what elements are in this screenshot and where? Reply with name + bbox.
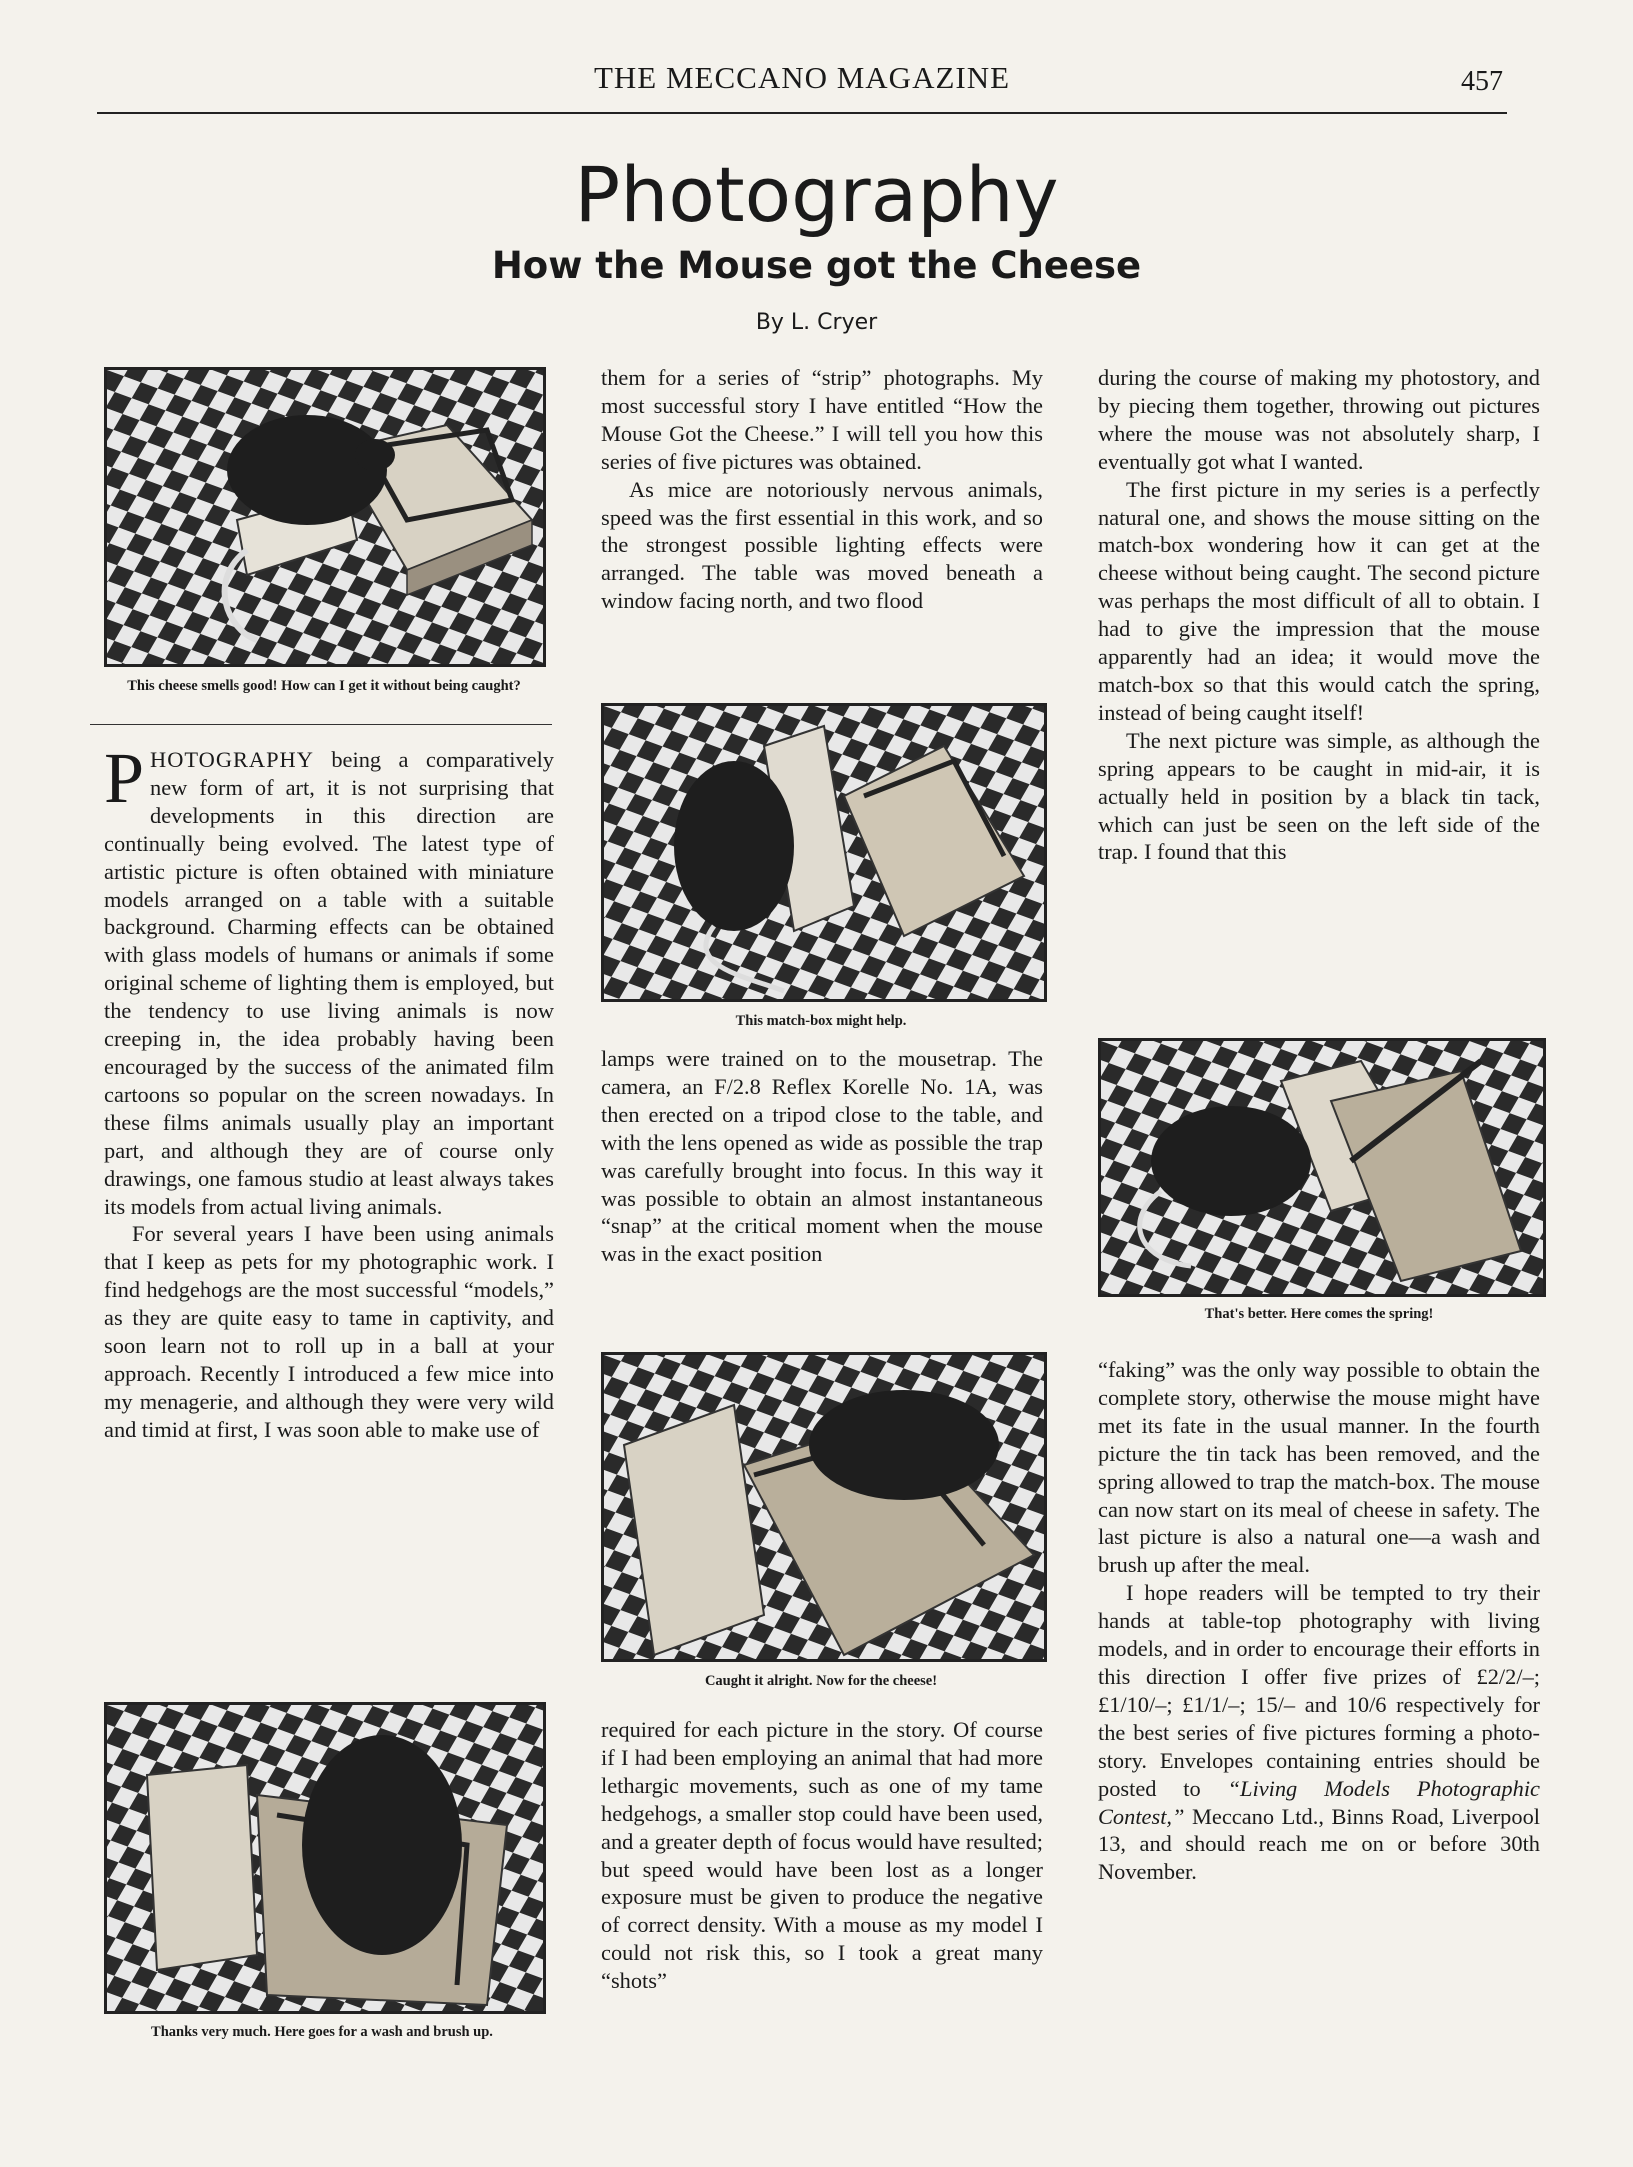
caption-photo5: Thanks very much. Here goes for a wash and brush up. xyxy=(151,2024,493,2040)
contest-name: “Living Models Photographic Contest,” xyxy=(1098,1775,1540,1829)
lead-in-caps: HOTOGRAPHY xyxy=(150,747,314,772)
col3-paragraph-5 xyxy=(1098,1579,1540,1886)
col2-paragraph-1: them for a series of “strip” photographs. My most successful story I have entitled “How the Mouse Got the Cheese.” I will tell you how this series of five pictures was obtained. xyxy=(601,365,1043,474)
col2-paragraph-2: As mice are notoriously nervous animals, speed was the first essential in this work, and so the strongest possible lighting effects were arranged. The table was moved beneath a window facing north, and two flood xyxy=(601,476,1043,614)
col1-paragraph-1 xyxy=(104,738,554,1220)
col3-paragraph-2: The first picture in my series is a perfectly natural one, and shows the mouse sitting on the match-box wondering how it can get at the cheese without being caught. The second picture was perhaps the most difficult of all to obtain. I had to give the impression that the mouse apparently had an idea; it would move the match-box so that this would catch the spring, instead of being caught itself! xyxy=(1098,476,1540,725)
drop-cap: P xyxy=(104,738,145,818)
photo-mouse-washing xyxy=(104,1702,546,2014)
column-3-top xyxy=(1098,364,1540,866)
article-subtitle: How the Mouse got the Cheese xyxy=(491,244,1142,287)
col3-paragraph-5-text-a: I hope readers will be tempted to try their hands at table-top photography with living models, and in order to encourage their efforts in this direction I offer five prizes of £2/2/–; £1/10/–; £1/1/–; 15/– and 10/6 respectively for the best series of five pictures forming a photo-story. Envelopes containing entries should be posted to xyxy=(1098,1580,1540,1801)
page-header xyxy=(97,58,1507,114)
caption-photo3: That's better. Here comes the spring! xyxy=(1204,1306,1434,1322)
caption-photo1: This cheese smells good! How can I get it without being caught? xyxy=(127,678,521,694)
photo-mouse-moving-matchbox xyxy=(601,703,1047,1002)
article-title: Photography xyxy=(574,150,1059,239)
photo-mouse-spring xyxy=(1098,1038,1546,1297)
column-2-top xyxy=(601,364,1043,615)
column-1 xyxy=(104,738,554,1444)
column-2-bottom xyxy=(601,1716,1043,1995)
column-2-middle xyxy=(601,1045,1043,1268)
caption-photo4: Caught it alright. Now for the cheese! xyxy=(704,1673,938,1689)
col1-paragraph-2: For several years I have been using animals that I keep as pets for my photographic work. I find hedgehogs are the most successful “models,” as they are quite easy to tame in captivity, and soon learn not to roll up in a ball at your approach. Recently I introduced a few mice into my menagerie, and although they were very wild and timid at first, I was soon able to make use of xyxy=(104,1221,554,1442)
col3-paragraph-1: during the course of making my photostory, and by piecing them together, throwing out pictures where the mouse was not absolutely sharp, I eventually got what I wanted. xyxy=(1098,365,1540,474)
col3-paragraph-3: The next picture was simple, as although the spring appears to be caught in mid-air, it is actually held in position by a black tin tack, which can just be seen on the left side of the trap. I found that this xyxy=(1098,727,1540,865)
article-byline: By L. Cryer xyxy=(755,310,878,335)
photo-mouse-on-matchbox xyxy=(104,367,546,667)
caption-photo2: This match-box might help. xyxy=(735,1013,907,1029)
caption-divider xyxy=(90,724,552,725)
col2-paragraph-4: required for each picture in the story. Of course if I had been employing an animal that had more lethargic movements, such as one of my tame hedgehogs, a smaller stop could have been used, and a greater depth of focus would have resulted; but speed would have been lost as a longer exposure must be given to produce the negative of correct density. With a mouse as my model I could not risk this, so I took a great many “shots” xyxy=(601,1717,1043,1994)
col1-paragraph-1-text: being a comparatively new form of art, it is not surprising that developments in this direction are continually being evolved. The latest type of artistic picture is often obtained with miniature models arranged on a table with a suitable background. Charming effects can be obtained with glass models of humans or animals if some original scheme of lighting them is employed, but the tendency to use living animals is now creeping in, the idea probably having been encouraged by the success of the animated film cartoons so popular on the screen nowadays. In these films animals usually play an important part, and although they are of course only drawings, one famous studio at least always takes its models from actual living animals. xyxy=(104,747,554,1219)
col2-paragraph-3: lamps were trained on to the mousetrap. The camera, an F/2.8 Reflex Korelle No. 1A, was then erected on a tripod close to the table, and with the lens opened as wide as possible the trap was carefully brought into focus. In this way it was possible to obtain an almost instantaneous “snap” at the critical moment when the mouse was in the exact position xyxy=(601,1046,1043,1267)
col3-paragraph-5-text-b: Meccano Ltd., Binns Road, Liverpool 13, and should reach me on or before 30th November. xyxy=(1098,1803,1540,1885)
photo-mouse-eating-cheese xyxy=(601,1352,1047,1662)
magazine-title: THE MECCANO MAGAZINE xyxy=(593,60,1011,95)
column-3-bottom xyxy=(1098,1356,1540,1886)
col3-paragraph-4: “faking” was the only way possible to obtain the complete story, otherwise the mouse might have met its fate in the usual manner. In the fourth picture the tin tack has been removed, and the spring allowed to trap the match-box. The mouse can now start on its meal of cheese in safety. The last picture is also a natural one—a wash and brush up after the meal. xyxy=(1098,1357,1540,1578)
page-number: 457 xyxy=(1461,66,1503,97)
